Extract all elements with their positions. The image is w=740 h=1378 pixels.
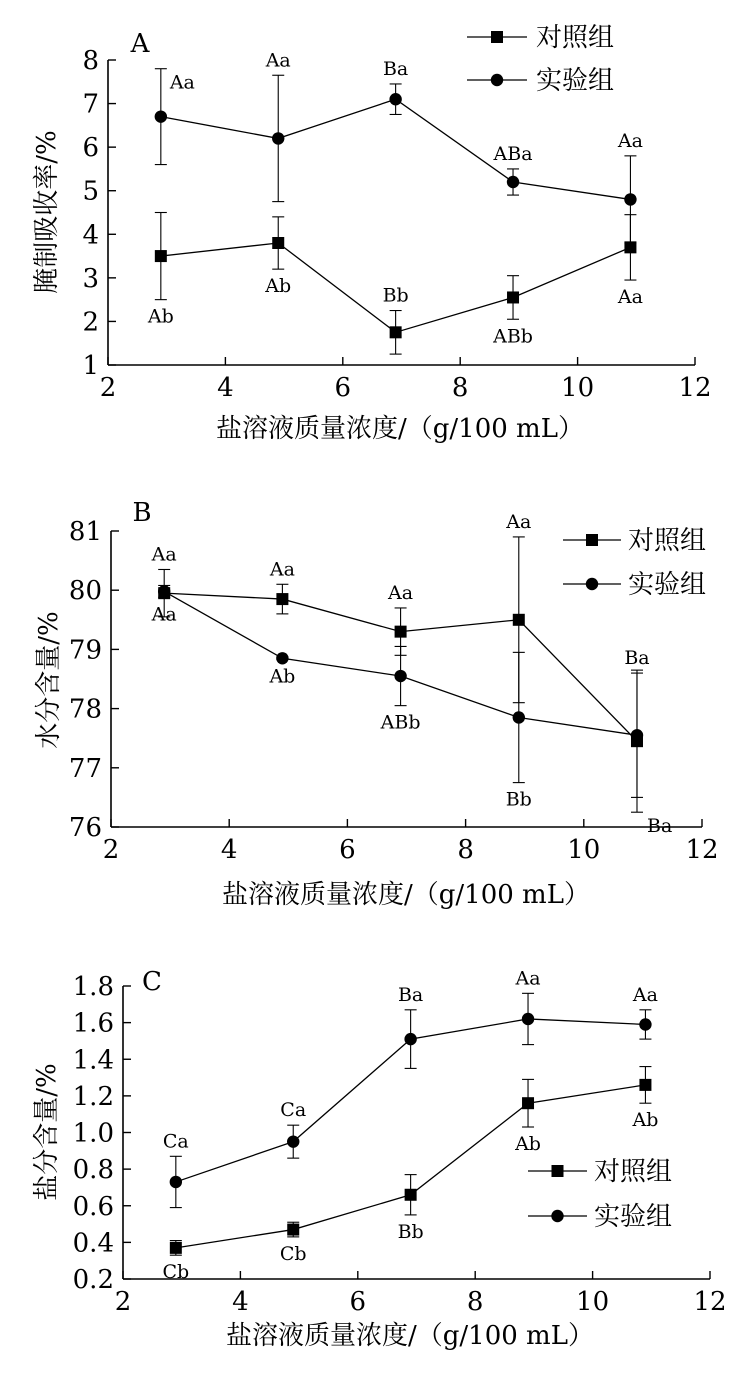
panel-b-series-experiment-point [394, 670, 406, 682]
panel-c-series-experiment-sig-label: Ca [162, 1130, 189, 1153]
panel-a-series-experiment-sig-label: Aa [617, 129, 643, 152]
panel-c-series-control-sig-label: Ab [515, 1133, 541, 1156]
panel-a-letter: A [130, 29, 150, 59]
panel-b-series-experiment-sig-label: Ba [624, 647, 650, 670]
panel-c-series-control-point [287, 1224, 299, 1236]
panel-c-series-control-point [405, 1189, 417, 1201]
panel-b-y-axis-title: 水分含量/% [34, 611, 64, 749]
panel-b-series-experiment-point [276, 652, 288, 664]
panel-b-series-experiment-sig-label: Aa [151, 603, 177, 626]
panel-c-series-control-sig-label: Cb [279, 1242, 307, 1265]
panel-b-legend-experiment [563, 570, 706, 600]
panel-c-y-tick-label: 1.2 [72, 1081, 114, 1112]
panel-c-series-control-sig-label: Bb [397, 1220, 424, 1243]
panel-a-series-control-sig-label: Aa [617, 286, 643, 309]
panel-b-series-control [151, 511, 673, 837]
panel-b-y-tick-label: 77 [68, 753, 102, 784]
panel-c-series-experiment-sig-label: Aa [515, 967, 541, 990]
panel-a-x-tick-label: 6 [334, 373, 352, 403]
panel-b-x-tick-label: 2 [102, 835, 120, 865]
panel-b-series-experiment-point [158, 585, 170, 597]
panel-c-series-experiment-sig-label: Aa [632, 983, 658, 1006]
panel-c-legend-label: 对照组 [594, 1157, 673, 1187]
panel-c-y-tick-label: 1.6 [72, 1008, 114, 1039]
panel-c-series-experiment-point [404, 1033, 416, 1045]
panel-b-legend-label: 实验组 [628, 570, 707, 600]
panel-a-y-tick-label: 7 [82, 89, 99, 120]
panel-b-letter: B [132, 498, 152, 528]
panel-a-x-tick-label: 8 [451, 373, 469, 403]
panel-b-x-tick-label: 10 [567, 835, 601, 865]
panel-c-series-experiment-point [522, 1013, 534, 1025]
panel-a-y-tick-label: 3 [82, 263, 99, 294]
panel-b-legend-label: 对照组 [628, 526, 707, 556]
panel-b-x-tick-label: 12 [685, 835, 719, 865]
panel-c-y-tick-label: 1.0 [72, 1118, 114, 1149]
panel-c-x-tick-label: 4 [232, 1287, 249, 1317]
panel-b-y-tick-label: 76 [68, 813, 102, 843]
panel-a-series-control [147, 213, 643, 355]
panel-a-series-experiment-point [389, 93, 401, 105]
panel-b-legend-marker [586, 578, 598, 590]
panel-b-y-tick-label: 81 [68, 517, 102, 547]
panel-a-legend-experiment [467, 66, 614, 96]
panel-a-y-tick-label: 8 [82, 46, 99, 76]
panel-c-legend-control [528, 1157, 672, 1187]
panel-b-series-control-sig-label: Aa [151, 543, 177, 566]
panel-b-series-experiment-point [631, 729, 643, 741]
panel-b-series-experiment-sig-label: Ab [269, 665, 296, 688]
panel-c-legend-label: 实验组 [594, 1202, 673, 1232]
panel-c-series-experiment-sig-label: Ca [280, 1099, 307, 1122]
panel-c-y-axis-title: 盐分含量/% [32, 1063, 62, 1201]
panel-a-y-tick-label: 2 [82, 307, 99, 338]
panel-c-legend-marker [552, 1165, 564, 1177]
panel-a-x-tick-label: 12 [678, 373, 712, 403]
panel-a-series-control-point [507, 291, 519, 303]
panel-c-series-experiment-point [287, 1135, 299, 1147]
panel-a-series-experiment-point [155, 110, 167, 122]
panel-b-series-control-point [513, 614, 525, 626]
panel-b-series-control-point [395, 626, 407, 638]
panel-a-series-control-sig-label: Ab [147, 305, 174, 328]
panel-a-x-axis-title: 盐溶液质量浓度/（g/100 mL） [216, 414, 584, 444]
panel-c-y-tick-label: 1.8 [72, 972, 114, 1002]
panel-b-series-experiment-sig-label: ABb [380, 711, 421, 734]
panel-c-chart [32, 967, 727, 1351]
panel-c-series-control-point [522, 1097, 534, 1109]
panel-c-series-control [162, 1067, 658, 1284]
panel-a-x-tick-label: 4 [217, 373, 234, 403]
panel-a-series-control-sig-label: ABb [493, 325, 533, 348]
panel-c-legend-experiment [528, 1202, 672, 1232]
panel-a-legend-marker [491, 31, 503, 43]
panel-a-y-axis-title: 腌制吸收率/% [32, 130, 62, 294]
panel-b-y-tick-label: 80 [68, 576, 102, 607]
panel-a-series-control-point [390, 326, 402, 338]
panel-a-chart [32, 23, 712, 444]
panel-b-chart [34, 498, 719, 910]
panel-a-series-experiment-point [624, 193, 636, 205]
panel-c-series-experiment-point [639, 1018, 651, 1030]
panel-b-series-control-sig-label: Aa [269, 558, 295, 581]
panel-c-series-control-point [639, 1079, 651, 1091]
panel-c-series-experiment-sig-label: Ba [397, 983, 424, 1006]
panel-a-legend-label: 实验组 [536, 66, 615, 96]
panel-a-y-tick-label: 4 [82, 220, 99, 251]
panel-a-series-experiment-point [507, 176, 519, 188]
panel-b-series-control-sig-label: Aa [388, 581, 414, 604]
panel-c-y-tick-label: 0.8 [72, 1155, 114, 1186]
panel-b-x-tick-label: 6 [339, 835, 356, 865]
panel-b-y-tick-label: 78 [68, 694, 102, 725]
panel-c-y-tick-label: 0.2 [72, 1265, 114, 1295]
panel-c-y-tick-label: 0.4 [72, 1228, 114, 1259]
panel-b-legend-marker [586, 534, 598, 546]
panel-c-series-control-sig-label: Ab [632, 1109, 659, 1132]
panel-c-x-tick-label: 12 [693, 1287, 727, 1317]
panel-c-series-control-point [170, 1242, 182, 1254]
panel-a-legend-control [467, 23, 614, 53]
panel-a-y-tick-label: 5 [82, 176, 99, 207]
panel-a-x-tick-label: 2 [99, 373, 117, 403]
panel-a-series-control-point [272, 237, 284, 249]
panel-a-series-control-point [155, 250, 167, 262]
panel-a-legend-marker [491, 74, 503, 86]
panel-b-x-axis-title: 盐溶液质量浓度/（g/100 mL） [222, 880, 590, 910]
panel-b-series-experiment-sig-label: Bb [505, 788, 532, 811]
panel-c-legend-marker [551, 1210, 563, 1222]
panel-c-x-tick-label: 2 [114, 1287, 132, 1317]
panel-a-series-experiment-sig-label: ABa [493, 142, 533, 165]
panel-a-y-tick-label: 1 [82, 351, 99, 381]
panel-b-y-tick-label: 79 [68, 635, 102, 666]
panel-c-x-tick-label: 6 [349, 1287, 367, 1317]
panel-a-series-control-sig-label: Bb [382, 284, 409, 307]
panel-b-series-control-point [276, 593, 288, 605]
panel-b-series-control-sig-label: Ba [646, 815, 673, 838]
panel-c-letter: C [142, 967, 162, 997]
panel-a-x-tick-label: 10 [561, 373, 595, 403]
panel-a-y-tick-label: 6 [82, 133, 99, 164]
panel-a-series-control-sig-label: Ab [265, 275, 292, 298]
panel-a-series-experiment-point [272, 132, 284, 144]
panel-a-legend-label: 对照组 [536, 23, 615, 53]
panel-b-x-tick-label: 8 [457, 835, 474, 865]
panel-b-series-control-sig-label: Aa [506, 510, 532, 533]
panel-b-x-tick-label: 4 [220, 835, 238, 865]
panel-c-series-experiment-point [170, 1176, 182, 1188]
panel-a-series-experiment-sig-label: Aa [265, 49, 291, 72]
panel-c-series-control-sig-label: Cb [162, 1261, 190, 1284]
panel-b-series-experiment-point [513, 711, 525, 723]
panel-a-series-experiment-sig-label: Ba [382, 57, 409, 80]
panel-c-y-tick-label: 1.4 [72, 1045, 114, 1076]
panel-c-x-tick-label: 10 [576, 1287, 610, 1317]
panel-a-series-experiment-sig-label: Aa [169, 71, 195, 94]
panel-c-x-axis-title: 盐溶液质量浓度/（g/100 mL） [226, 1321, 594, 1351]
panel-c-x-tick-label: 8 [466, 1287, 484, 1317]
panel-c-y-tick-label: 0.6 [72, 1191, 114, 1222]
panel-b-legend-control [563, 526, 706, 556]
